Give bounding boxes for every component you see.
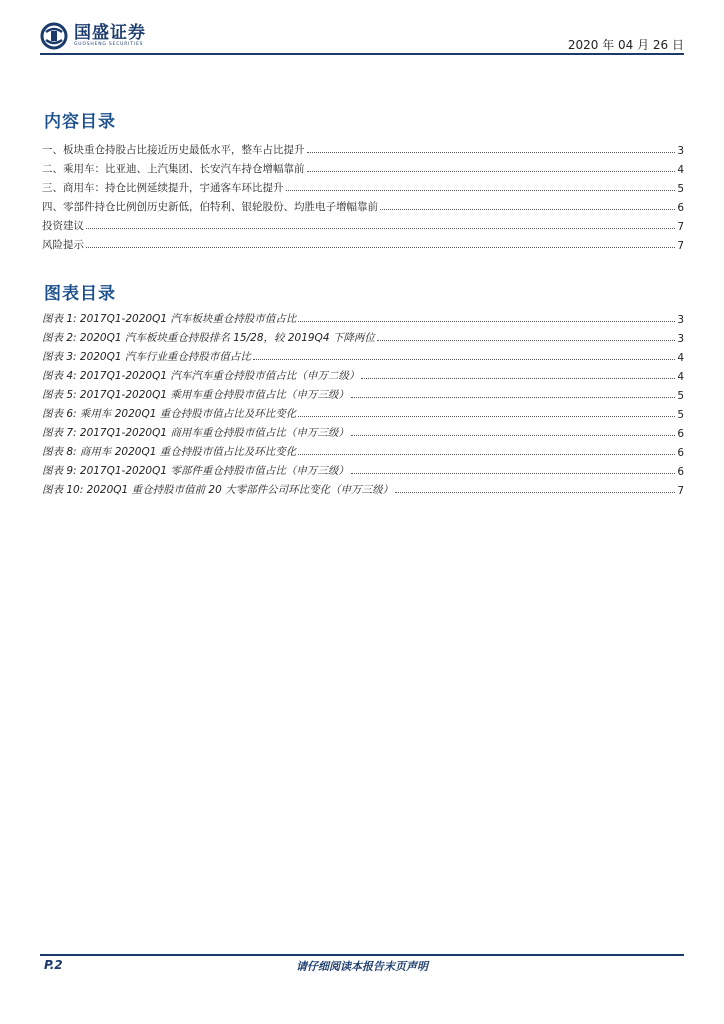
figure-entry[interactable]: [42, 402, 684, 421]
dot-leader: [298, 454, 675, 455]
contents-entry-text: 一、板块重仓持股占比接近历史最低水平，整车占比提升: [42, 144, 305, 156]
dot-leader: [395, 492, 675, 493]
figure-entry-text: 图表 6: 乘用车 2020Q1 重仓持股市值占比及环比变化: [42, 408, 297, 420]
figure-entry[interactable]: [42, 383, 684, 402]
contents-entry-page: 3: [677, 145, 684, 157]
header-divider: [40, 53, 684, 55]
contents-entry-text: 二、乘用车：比亚迪、上汽集团、长安汽车持仓增幅靠前: [42, 163, 305, 175]
figure-entry-page: 6: [677, 447, 684, 459]
figure-entry[interactable]: [42, 478, 684, 497]
figure-entry-text: 图表 9: 2017Q1-2020Q1 零部件重仓持股市值占比（申万三级）: [42, 465, 349, 477]
report-date: 2020 年 04 月 26 日: [567, 38, 684, 52]
page-header: [0, 0, 724, 60]
figure-entry-page: 3: [677, 333, 684, 345]
contents-list: [42, 138, 684, 252]
dot-leader: [298, 321, 675, 322]
figures-title: 图表目录: [44, 284, 116, 304]
figures-list: [42, 307, 684, 497]
contents-entry[interactable]: [42, 176, 684, 195]
figure-entry[interactable]: [42, 459, 684, 478]
dot-leader: [351, 473, 675, 474]
figure-entry[interactable]: [42, 345, 684, 364]
figure-entry-page: 4: [677, 371, 684, 383]
figure-entry-text: 图表 10: 2020Q1 重仓持股市值前 20 大零部件公司环比变化（申万三级）: [42, 484, 394, 496]
logo-icon: [40, 22, 70, 50]
dot-leader: [361, 378, 675, 379]
contents-entry[interactable]: [42, 214, 684, 233]
contents-title: 内容目录: [44, 112, 116, 132]
figure-entry-text: 图表 7: 2017Q1-2020Q1 商用车重仓持股市值占比（申万三级）: [42, 427, 349, 439]
contents-entry-text: 三、商用车：持仓比例延续提升，宇通客车环比提升: [42, 182, 284, 194]
dot-leader: [351, 397, 675, 398]
figure-entry-text: 图表 1: 2017Q1-2020Q1 汽车板块重仓持股市值占比: [42, 313, 297, 325]
contents-entry-page: 7: [677, 240, 684, 252]
figure-entry-text: 图表 4: 2017Q1-2020Q1 汽车汽车重仓持股市值占比（申万二级）: [42, 370, 360, 382]
dot-leader: [380, 209, 675, 210]
contents-entry-text: 四、零部件持仓比例创历史新低，伯特利、银轮股份、均胜电子增幅靠前: [42, 201, 378, 213]
figure-entry-page: 5: [677, 390, 684, 402]
figure-entry-text: 图表 8: 商用车 2020Q1 重仓持股市值占比及环比变化: [42, 446, 297, 458]
dot-leader: [307, 152, 676, 153]
figure-entry-text: 图表 3: 2020Q1 汽车行业重仓持股市值占比: [42, 351, 251, 363]
figure-entry-page: 7: [677, 485, 684, 497]
dot-leader: [86, 247, 675, 248]
contents-entry-page: 5: [677, 183, 684, 195]
figure-entry[interactable]: [42, 326, 684, 345]
dot-leader: [307, 171, 676, 172]
disclaimer-note: 请仔细阅读本报告末页声明: [296, 960, 428, 973]
contents-entry[interactable]: [42, 195, 684, 214]
contents-entry-text: 风险提示: [42, 239, 84, 251]
contents-entry[interactable]: [42, 233, 684, 252]
logo-chinese-name: 国盛证券: [74, 23, 146, 43]
figure-entry[interactable]: [42, 440, 684, 459]
dot-leader: [351, 435, 675, 436]
figure-entry[interactable]: [42, 364, 684, 383]
dot-leader: [377, 340, 675, 341]
company-logo: [40, 22, 146, 50]
figure-entry[interactable]: [42, 307, 684, 326]
footer-divider: [40, 954, 684, 956]
contents-entry[interactable]: [42, 157, 684, 176]
figure-entry-text: 图表 2: 2020Q1 汽车板块重仓持股排名 15/28，较 2019Q4 下降两位: [42, 332, 375, 344]
logo-english-name: GUOSHENG SECURITIES: [74, 42, 144, 47]
page-number: P.2: [44, 958, 63, 972]
figure-entry-text: 图表 5: 2017Q1-2020Q1 乘用车重仓持股市值占比（申万三级）: [42, 389, 349, 401]
contents-entry-page: 4: [677, 164, 684, 176]
figure-entry-page: 3: [677, 314, 684, 326]
figure-entry-page: 6: [677, 466, 684, 478]
dot-leader: [286, 190, 676, 191]
figure-entry[interactable]: [42, 421, 684, 440]
contents-entry-page: 7: [677, 221, 684, 233]
dot-leader: [86, 228, 675, 229]
dot-leader: [298, 416, 675, 417]
figure-entry-page: 5: [677, 409, 684, 421]
figure-entry-page: 6: [677, 428, 684, 440]
figure-entry-page: 4: [677, 352, 684, 364]
contents-entry-text: 投资建议: [42, 220, 84, 232]
contents-entry[interactable]: [42, 138, 684, 157]
dot-leader: [253, 359, 675, 360]
contents-entry-page: 6: [677, 202, 684, 214]
